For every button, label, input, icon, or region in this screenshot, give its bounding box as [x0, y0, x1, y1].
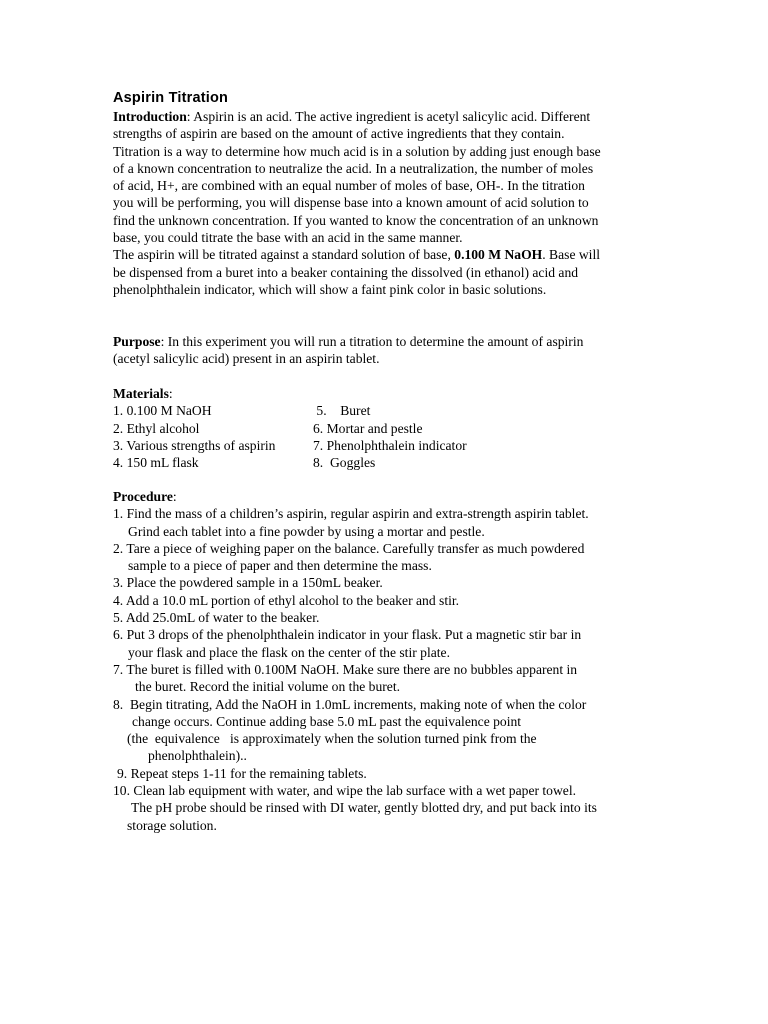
material-item: 8. Goggles: [313, 455, 376, 471]
materials-row: [113, 402, 467, 419]
materials-list: [113, 402, 467, 471]
introduction-line: The aspirin will be titrated against a standard solution of base, 0.100 M NaOH. Base will: [113, 247, 601, 263]
procedure-step-continuation: Grind each tablet into a fine powder by using a mortar and pestle.: [128, 523, 485, 539]
procedure-heading-line: Procedure:: [113, 489, 177, 504]
procedure-step: 8. Begin titrating, Add the NaOH in 1.0mL increments, making note of when the color: [113, 696, 587, 712]
introduction-line: find the unknown concentration. If you wanted to know the concentration of an unknown: [113, 212, 599, 228]
materials-heading-line: Materials:: [113, 386, 173, 401]
introduction-line: Introduction: Aspirin is an acid. The active ingredient is acetyl salicylic acid. Different: [113, 109, 591, 124]
procedure-step-continuation: the buret. Record the initial volume on the buret.: [135, 679, 401, 695]
material-item: 1. 0.100 M NaOH: [113, 403, 212, 419]
procedure-step-continuation: storage solution.: [127, 817, 217, 833]
introduction-line: of acid, H+, are combined with an equal number of moles of base, OH-. In the titration: [113, 178, 585, 194]
procedure-step: 3. Place the powdered sample in a 150mL beaker.: [113, 575, 383, 591]
introduction-line: phenolphthalein indicator, which will show a faint pink color in basic solutions.: [113, 281, 547, 297]
procedure-step-continuation: (the equivalence is approximately when the solution turned pink from the: [127, 731, 537, 747]
procedure-step: 9. Repeat steps 1-11 for the remaining tablets.: [117, 765, 367, 781]
procedure-step-continuation: change occurs. Continue adding base 5.0 mL past the equivalence point: [132, 713, 522, 729]
material-item: 6. Mortar and pestle: [313, 420, 423, 436]
material-item: 4. 150 mL flask: [113, 455, 199, 471]
material-item: 5. Buret: [313, 403, 371, 419]
purpose-heading: Purpose: [113, 334, 161, 349]
material-item: 3. Various strengths of aspirin: [113, 437, 276, 453]
material-item: 2. Ethyl alcohol: [113, 420, 200, 436]
naoh-concentration: 0.100 M NaOH: [454, 247, 543, 263]
procedure-step: 6. Put 3 drops of the phenolphthalein indicator in your flask. Put a magnetic stir bar in: [113, 627, 582, 643]
procedure-step: 7. The buret is filled with 0.100M NaOH. Make sure there are no bubbles apparent in: [113, 661, 578, 677]
procedure-step: 1. Find the mass of a children’s aspirin, regular aspirin and extra-strength aspirin tablet.: [113, 506, 589, 522]
procedure-step-continuation: phenolphthalein)..: [148, 748, 247, 764]
purpose-section: [113, 333, 653, 368]
procedure-step: 2. Tare a piece of weighing paper on the balance. Carefully transfer as much powdered: [113, 540, 585, 556]
procedure-step-continuation: sample to a piece of paper and then determine the mass.: [128, 558, 432, 574]
materials-row: [113, 454, 467, 471]
material-item: 7. Phenolphthalein indicator: [313, 437, 467, 453]
procedure-section: [113, 488, 653, 834]
introduction-line: base, you could titrate the base with an acid in the same manner.: [113, 230, 463, 246]
procedure-heading: Procedure: [113, 489, 173, 504]
procedure-step-continuation: The pH probe should be rinsed with DI water, gently blotted dry, and put back into its: [131, 800, 597, 816]
document-title: Aspirin Titration: [113, 90, 229, 106]
introduction-line: of a known concentration to neutralize the acid. In a neutralization, the number of moles: [113, 160, 594, 176]
introduction-line: Titration is a way to determine how much acid is in a solution by adding just enough base: [113, 143, 601, 159]
materials-heading: Materials: [113, 386, 169, 401]
procedure-step: 5. Add 25.0mL of water to the beaker.: [113, 610, 320, 626]
purpose-line: (acetyl salicylic acid) present in an aspirin tablet.: [113, 351, 380, 367]
procedure-step: 4. Add a 10.0 mL portion of ethyl alcohol to the beaker and stir.: [113, 592, 460, 608]
introduction-line: be dispensed from a buret into a beaker containing the dissolved (in ethanol) acid and: [113, 264, 579, 280]
introduction-line: strengths of aspirin are based on the amount of active ingredients that they contain.: [113, 126, 565, 142]
procedure-step-continuation: your flask and place the flask on the center of the stir plate.: [128, 644, 450, 660]
materials-row: [113, 437, 467, 454]
introduction-heading: Introduction: [113, 109, 187, 124]
materials-section: [113, 385, 653, 471]
introduction-section: [113, 108, 653, 298]
purpose-line: Purpose: In this experiment you will run a titration to determine the amount of aspirin: [113, 334, 584, 349]
introduction-line: you will be performing, you will dispense base into a known amount of acid solution to: [113, 195, 589, 211]
materials-row: [113, 420, 467, 437]
procedure-step: 10. Clean lab equipment with water, and wipe the lab surface with a wet paper towel.: [113, 783, 576, 799]
